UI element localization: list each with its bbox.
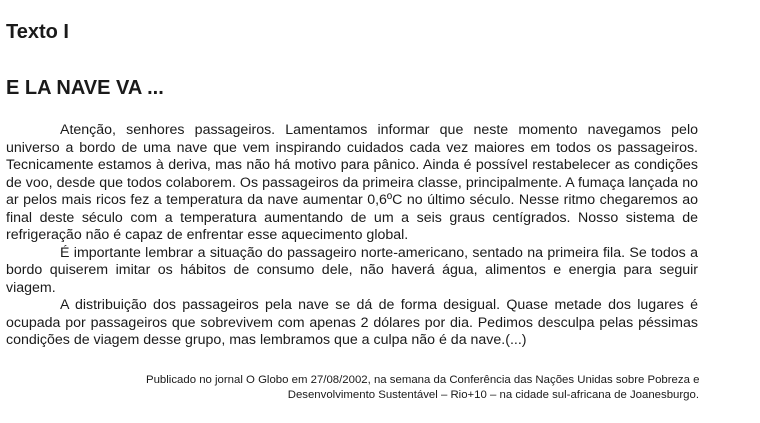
paragraph: Atenção, senhores passageiros. Lamentamos informar que neste momento navegamos pelo universo a bordo de uma nave que vem inspirando cuidados cada vez maiores em todos os passageiros. Tecnicamente estamos à deriva, mas não há motivo para pânico. Ainda é possível restabelecer as condições de voo, desde que todos colaborem. Os passageiros da primeira classe, principalmente. A fumaça lançada no ar pelos mais ricos fez a temperatura da nave aumentar 0,6ºC no último século. Nesse ritmo chegaremos ao final deste século com a temperatura aumentando de um a seis graus centígrados. Nosso sistema de refrigeração não é capaz de enfrentar esse aquecimento global. (6, 122, 698, 243)
source-line: Publicado no jornal O Globo em 27/08/2002, na semana da Conferência das Nações Unidas sobre Pobreza e (146, 374, 700, 386)
source-citation (146, 373, 699, 403)
article-title: E LA NAVE VA ... (6, 77, 164, 99)
article-body (6, 122, 698, 350)
text-label: Texto I (6, 21, 69, 43)
source-line: Desenvolvimento Sustentável – Rio+10 – na cidade sul-africana de Joanesburgo. (287, 389, 699, 401)
paragraph: A distribuição dos passageiros pela nave se dá de forma desigual. Quase metade dos lugares é ocupada por passageiros que sobrevivem com apenas 2 dólares por dia. Pedimos desculpa pelas péssimas condições de viagem desse grupo, mas lembramos que a culpa não é da nave.(...) (6, 297, 698, 348)
paragraph: É importante lembrar a situação do passageiro norte-americano, sentado na primeira fila. Se todos a bordo quiserem imitar os hábitos de consumo dele, não haverá água, alimentos e energia para seguir viagem. (6, 244, 698, 296)
